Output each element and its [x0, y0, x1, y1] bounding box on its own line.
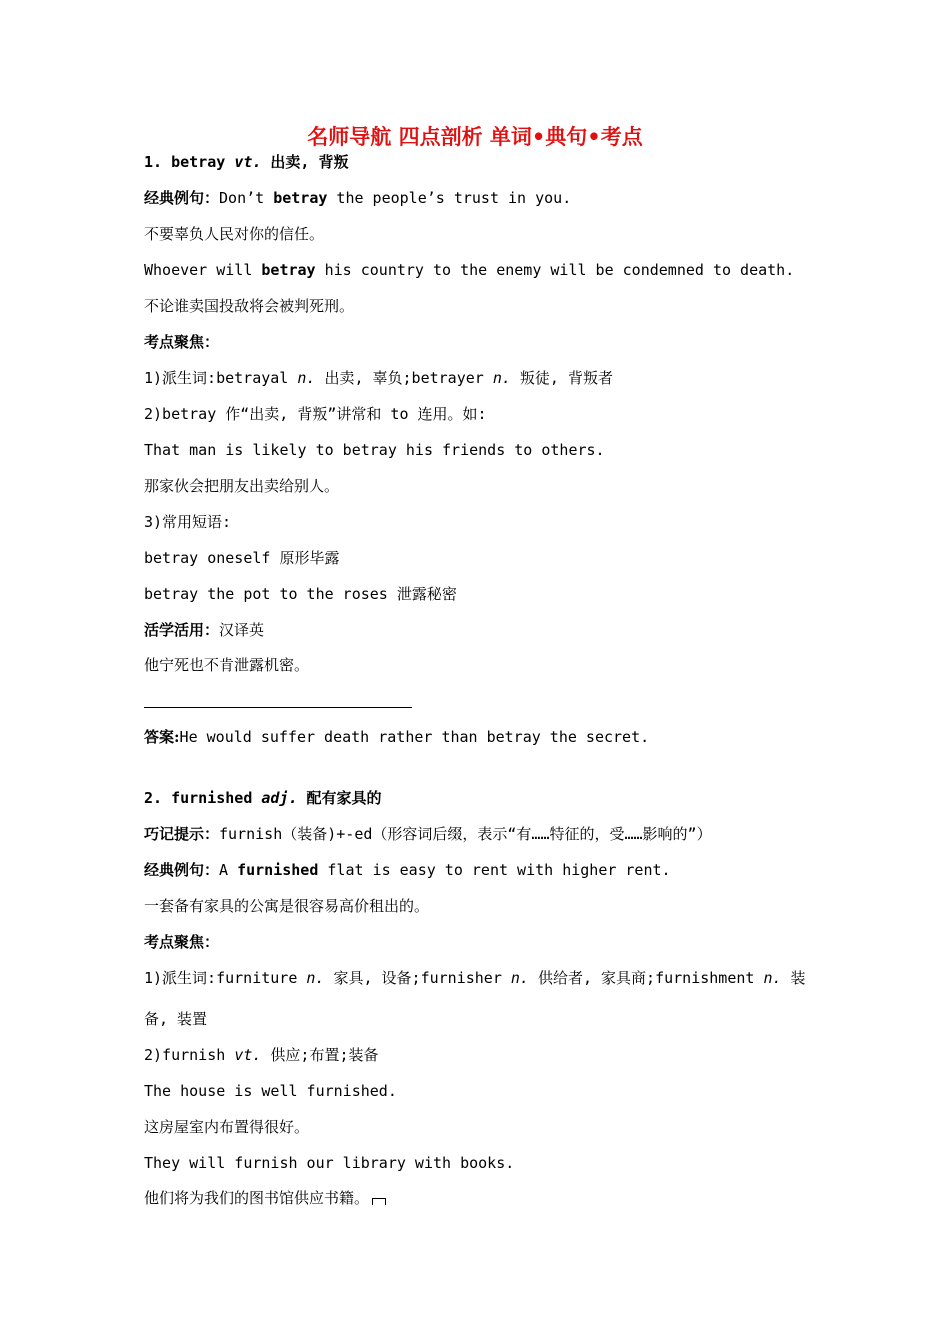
word1-practice-label: 活学活用：	[144, 621, 220, 639]
word2-example1	[144, 860, 671, 880]
word2-point2-translation: 这房屋室内布置得很好。	[144, 1118, 310, 1136]
word2-example1-translation: 一套备有家具的公寓是很容易高价租出的。	[144, 897, 430, 915]
word1-example1-pre: Don’t	[219, 189, 274, 207]
text-cursor-mark	[372, 1198, 386, 1205]
word2-point2-b: 供应;布置;装备	[261, 1046, 379, 1064]
word1-answer-label: 答案:	[144, 728, 180, 746]
word1-phrase1: betray oneself 原形毕露	[144, 549, 340, 567]
word1-headword: 1. betray	[144, 153, 235, 171]
word1-practice-text: 汉译英	[219, 621, 265, 639]
word1-point1-c: 叛徒, 背叛者	[510, 369, 613, 387]
word2-point1-pos1: n.	[306, 969, 325, 987]
word2-tip-text: furnish（装备)+-ed（形容词后缀，表示“有……特征的，受……影响的”）	[219, 825, 712, 843]
word1-answer-text: He would suffer death rather than betray the secret.	[179, 728, 650, 746]
word2-point1	[144, 968, 806, 988]
word1-example2-translation: 不论谁卖国投敌将会被判死刑。	[144, 297, 355, 315]
word2-point3-example: They will furnish our library with books.	[144, 1154, 515, 1172]
word1-example-label: 经典例句：	[144, 189, 220, 207]
word2-focus-label: 考点聚焦：	[144, 933, 220, 951]
word2-point1-c: 供给者, 家具商;furnishment	[528, 969, 764, 987]
word2-example1-pre: A	[219, 861, 238, 879]
word2-pos: adj.	[261, 789, 298, 807]
word2-point3-translation: 他们将为我们的图书馆供应书籍。	[144, 1189, 370, 1207]
word1-meaning: 出卖, 背叛	[261, 153, 349, 171]
word1-point1-pos2: n.	[492, 369, 511, 387]
word1-focus-label: 考点聚焦：	[144, 333, 220, 351]
word1-phrase2: betray the pot to the roses 泄露秘密	[144, 585, 457, 603]
word1-pos: vt.	[234, 153, 262, 171]
word1-practice-question: 他宁死也不肯泄露机密。	[144, 656, 310, 674]
word1-example1-post: the people’s trust in you.	[327, 189, 572, 207]
word1-example1-translation: 不要辜负人民对你的信任。	[144, 225, 325, 243]
word1-point1-pos1: n.	[297, 369, 316, 387]
word2-tip-label: 巧记提示：	[144, 825, 220, 843]
word1-point3: 3)常用短语:	[144, 513, 232, 531]
word2-example-label: 经典例句：	[144, 861, 220, 879]
page-title: 名师导航 四点剖析 单词•典句•考点	[307, 124, 643, 149]
word2-point2-pos: vt.	[234, 1046, 262, 1064]
word2-point1-continued: 备, 装置	[144, 1010, 208, 1028]
answer-blank-line	[144, 707, 412, 708]
word1-answer	[144, 727, 649, 747]
word1-example2-post: his country to the enemy will be condemned to death.	[315, 261, 795, 279]
word1-point2: 2)betray 作“出卖, 背叛”讲常和 to 连用。如:	[144, 405, 487, 423]
word1-practice	[144, 620, 264, 640]
word2-point2-a: 2)furnish	[144, 1046, 235, 1064]
word2-point2	[144, 1045, 379, 1065]
word2-meaning: 配有家具的	[297, 789, 382, 807]
word1-example1	[144, 188, 571, 208]
word2-point3-translation-line	[144, 1188, 386, 1208]
word2-point1-a: 1)派生词:furniture	[144, 969, 307, 987]
word1-point1-a: 1)派生词:betrayal	[144, 369, 298, 387]
word1-point1	[144, 368, 613, 388]
word1-example2-pre: Whoever will	[144, 261, 262, 279]
word2-example1-keyword: furnished	[237, 861, 319, 879]
word1-example2-keyword: betray	[261, 261, 316, 279]
word2-tip	[144, 824, 712, 844]
word2-point1-d: 装	[781, 969, 806, 987]
word1-example1-keyword: betray	[273, 189, 328, 207]
word2-headword: 2. furnished	[144, 789, 262, 807]
word1-point2-example: That man is likely to betray his friends to others.	[144, 441, 605, 459]
word2-point1-b: 家具, 设备;furnisher	[324, 969, 511, 987]
word2-example1-post: flat is easy to rent with higher rent.	[318, 861, 671, 879]
word2-point1-pos2: n.	[510, 969, 529, 987]
word2-heading	[144, 788, 382, 808]
word1-point1-b: 出卖, 辜负;betrayer	[315, 369, 493, 387]
word1-example2	[144, 260, 794, 280]
word1-heading	[144, 152, 349, 172]
word1-point2-translation: 那家伙会把朋友出卖给别人。	[144, 477, 340, 495]
word2-point2-example: The house is well furnished.	[144, 1082, 397, 1100]
word2-point1-pos3: n.	[763, 969, 782, 987]
